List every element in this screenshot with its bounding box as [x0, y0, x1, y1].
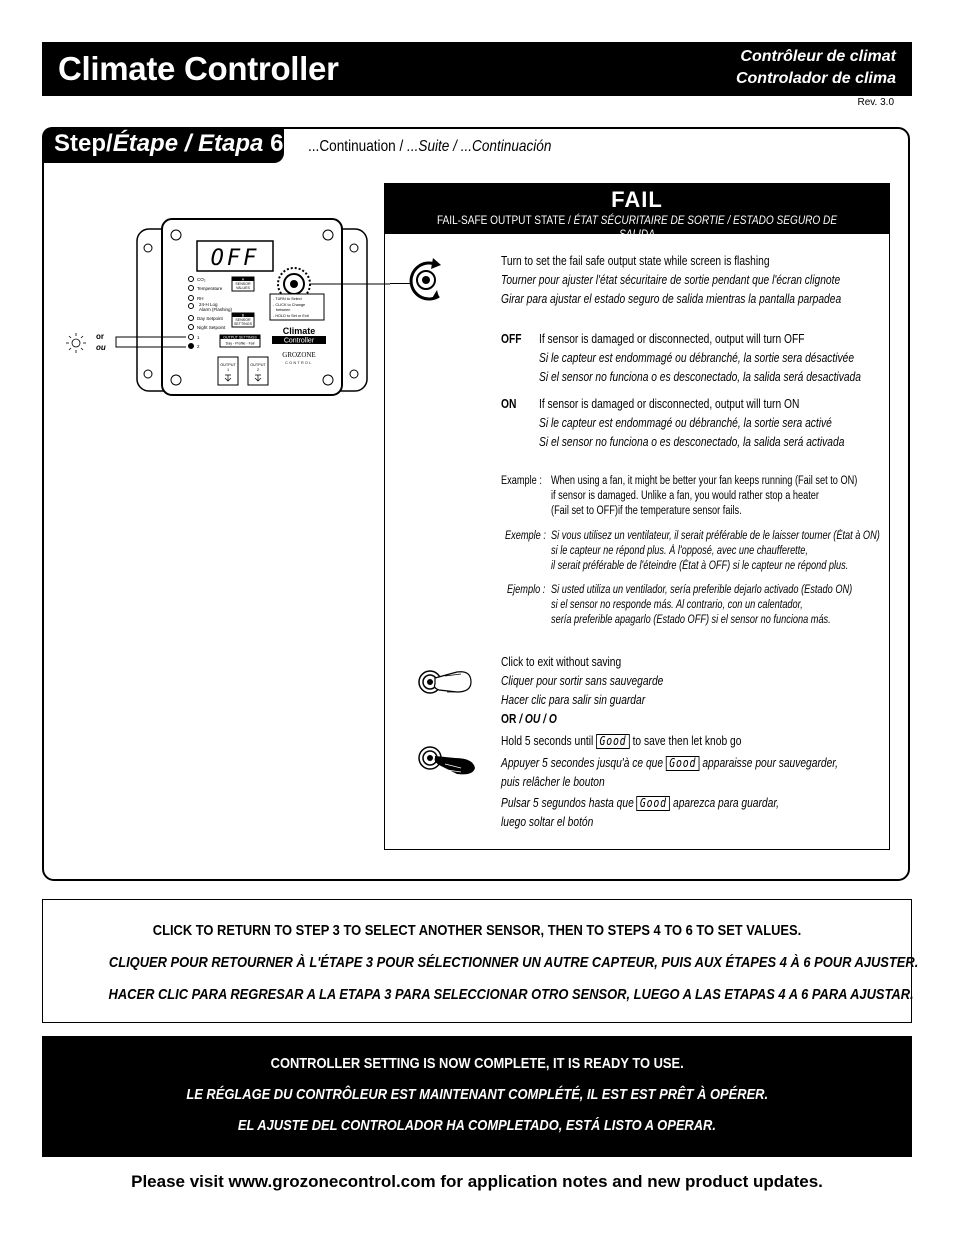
page-subtitle-es: Controlador de clima — [735, 70, 896, 87]
ready-text-es: EL AJUSTE DEL CONTROLADOR HA COMPLETADO, ESTÁ LISTO A OPERAR. — [237, 1117, 717, 1134]
fail-box — [384, 183, 890, 850]
good-display-fr: Good — [666, 756, 700, 771]
return-text-en: CLICK TO RETURN TO STEP 3 TO SELECT ANOTHER SENSOR, THEN TO STEPS 4 TO 6 TO SET VALUES. — [152, 922, 802, 939]
brand-line1: Climate — [282, 326, 316, 336]
example-fr-line2: si le capteur ne répond plus. À l'opposé, avec une chaufferette, — [551, 545, 808, 557]
example-en-label: Example : — [501, 475, 542, 487]
turn-text-en: Turn to set the fail safe output state while screen is flashing — [501, 254, 770, 268]
svg-text:- CLICK to Change: - CLICK to Change — [273, 303, 306, 307]
step-heading — [54, 130, 283, 158]
controller-device-illustration — [60, 215, 390, 400]
click-text-en: Click to exit without saving — [501, 655, 622, 669]
rotate-knob-icon — [409, 256, 445, 306]
hold-es-post: aparezca para guardar, — [673, 796, 780, 810]
ready-text-fr: LE RÉGLAGE DU CONTRÔLEUR EST MAINTENANT COMPLÉTÉ, IL EST EST PRÊT À OPÉRER. — [186, 1086, 768, 1103]
fail-subtitle-fr-es: ÉTAT SÉCURITAIRE DE SORTIE / ESTADO SEGURO DE SALIDA — [573, 213, 838, 241]
or-label-fr: ou — [96, 343, 106, 352]
off-text-fr: Si le capteur est endommagé ou débranché, la sortie sera désactivée — [539, 351, 855, 365]
on-text-en: If sensor is damaged or disconnected, output will turn ON — [539, 397, 800, 411]
example-en-line3: (Fail set to OFF)if the temperature sensor fails. — [551, 505, 742, 517]
continuation-en: ...Continuation / — [308, 138, 408, 155]
svg-text:Day - Profile - Fail: Day - Profile - Fail — [225, 341, 255, 346]
hold-text-fr-2: puis relâcher le bouton — [501, 775, 605, 789]
off-label: OFF — [501, 332, 522, 346]
off-text-es: Si el sensor no funciona o es desconectado, la salida será desactivada — [539, 370, 861, 384]
lcd-text: OFF — [210, 246, 260, 271]
fail-header — [385, 184, 889, 241]
svg-text:CO₂: CO₂ — [197, 277, 206, 282]
svg-text:between: between — [276, 308, 291, 312]
svg-text:OUTPUT: OUTPUT — [250, 363, 266, 367]
example-fr-line1: Si vous utilisez un ventilateur, il serait préférable de le laisser tourner (État à ON) — [551, 530, 880, 542]
hold-fr-pre: Appuyer 5 secondes jusqu'à ce que — [501, 756, 664, 770]
return-text-es: HACER CLIC PARA REGRESAR A LA ETAPA 3 PARA SELECCIONAR OTRO SENSOR, LUEGO A LAS ETAPAS 4 A 6 PARA AJUSTAR. — [108, 986, 914, 1003]
page-title: Climate Controller — [58, 50, 339, 87]
continuation-fr-es: ...Suite / ...Continuación — [407, 138, 552, 155]
click-text-es: Hacer clic para salir sin guardar — [501, 693, 646, 707]
example-en-line2: if sensor is damaged. Unlike a fan, you would rather stop a heater — [551, 490, 819, 502]
svg-text:- HOLD to Set or Exit: - HOLD to Set or Exit — [273, 314, 309, 318]
on-text-fr: Si le capteur est endommagé ou débranché, la sortie sera activé — [539, 416, 832, 430]
svg-text:OUTPUT: OUTPUT — [220, 363, 236, 367]
svg-text:Day Setpoint: Day Setpoint — [197, 316, 223, 321]
hold-text-es-2: luego soltar el botón — [501, 815, 594, 829]
svg-text:SENSOR: SENSOR — [235, 318, 251, 322]
hold-text-fr — [501, 754, 838, 773]
svg-text:1: 1 — [197, 335, 200, 340]
example-fr-line3: il serait préférable de l'éteindre (État à OFF) si le capteur ne répond plus. — [551, 560, 849, 572]
svg-text:OUTPUT SETTINGS: OUTPUT SETTINGS — [223, 335, 257, 340]
svg-text:A: A — [241, 277, 245, 282]
turn-text-es: Girar para ajustar el estado seguro de salida mientras la pantalla parpadea — [501, 292, 842, 306]
on-label: ON — [501, 397, 517, 411]
click-knob-icon — [417, 662, 473, 702]
step-label-fr-es: Étape / Etapa — [112, 130, 264, 157]
ready-message-box — [42, 1036, 912, 1157]
return-text-fr: CLIQUER POUR RETOURNER À L'ÉTAPE 3 POUR SÉLECTIONNER UN AUTRE CAPTEUR, PUIS AUX ÉTAPES 4 À 6 POUR AJUSTER. — [108, 954, 919, 971]
hold-text-es — [501, 794, 779, 813]
fail-subtitle-en: FAIL-SAFE OUTPUT STATE / — [436, 213, 574, 227]
svg-text:Temperature: Temperature — [197, 286, 223, 291]
revision-label: Rev. 3.0 — [857, 97, 894, 108]
good-display-es: Good — [637, 796, 671, 811]
svg-text:B: B — [241, 313, 245, 318]
svg-text:Alarm (Flashing): Alarm (Flashing) — [199, 307, 233, 312]
ready-text-en: CONTROLLER SETTING IS NOW COMPLETE, IT IS READY TO USE. — [270, 1055, 684, 1072]
svg-text:1: 1 — [226, 368, 230, 372]
on-text-es: Si el sensor no funciona o es desconectado, la salida será activada — [539, 435, 845, 449]
good-display-en: Good — [596, 734, 630, 749]
or-label-en: or — [96, 332, 104, 341]
click-text-fr: Cliquer pour sortir sans sauvegarde — [501, 674, 664, 688]
turn-text-fr: Tourner pour ajuster l'état sécuritaire de sortie pendant que l'écran clignote — [501, 273, 841, 287]
hold-text-en — [501, 732, 741, 751]
header-bar — [42, 42, 912, 96]
svg-text:24-H Log: 24-H Log — [199, 302, 218, 307]
svg-text:SETTINGS: SETTINGS — [234, 322, 252, 326]
fail-subtitle — [385, 213, 889, 241]
svg-text:VALUES: VALUES — [236, 286, 250, 290]
hold-en-pre: Hold 5 seconds until — [501, 734, 594, 748]
blinking-led-icon — [66, 333, 86, 353]
example-en-line1: When using a fan, it might be better your fan keeps running (Fail set to ON) — [551, 475, 858, 487]
brand-line2: Controller — [283, 337, 315, 345]
example-fr-label: Exemple : — [505, 530, 546, 542]
continuation-label — [308, 138, 551, 156]
page-subtitle-fr: Contrôleur de climat — [740, 48, 896, 65]
logo-subtext: CONTROL — [285, 361, 313, 365]
svg-text:- TURN to Select: - TURN to Select — [273, 297, 302, 301]
fail-title: FAIL — [611, 187, 663, 212]
hold-knob-icon — [417, 740, 477, 780]
example-es-line3: sería preferible apagarlo (Estado OFF) si el sensor no funciona más. — [551, 614, 831, 626]
logo-text: GROZONE — [282, 351, 316, 359]
svg-text:Night Setpoint: Night Setpoint — [197, 325, 226, 330]
return-instruction-box — [42, 899, 919, 1023]
svg-text:RH: RH — [197, 296, 204, 301]
step-label-en: Step/ — [54, 130, 113, 157]
step-tab — [42, 127, 284, 163]
svg-text:2: 2 — [256, 368, 260, 372]
svg-text:SENSOR: SENSOR — [235, 282, 251, 286]
example-es-line1: Si usted utiliza un ventilador, sería preferible dejarlo activado (Estado ON) — [551, 584, 853, 596]
or-line-fr-es: / OU / O — [516, 712, 557, 726]
off-text-en: If sensor is damaged or disconnected, output will turn OFF — [539, 332, 805, 346]
or-line — [501, 710, 557, 729]
or-line-en: OR — [501, 712, 517, 726]
hold-es-pre: Pulsar 5 segundos hasta que — [501, 796, 634, 810]
hold-fr-post: apparaisse pour sauvegarder, — [702, 756, 838, 770]
svg-text:2: 2 — [197, 344, 200, 349]
step-number: 6 — [270, 130, 284, 157]
example-es-line2: si el sensor no responde más. Al contrario, con un calentador, — [551, 599, 803, 611]
example-es-label: Ejemplo : — [507, 584, 546, 596]
hold-en-post: to save then let knob go — [632, 734, 742, 748]
footer-visit-note: Please visit www.grozonecontrol.com for application notes and new product updates. — [131, 1172, 823, 1191]
